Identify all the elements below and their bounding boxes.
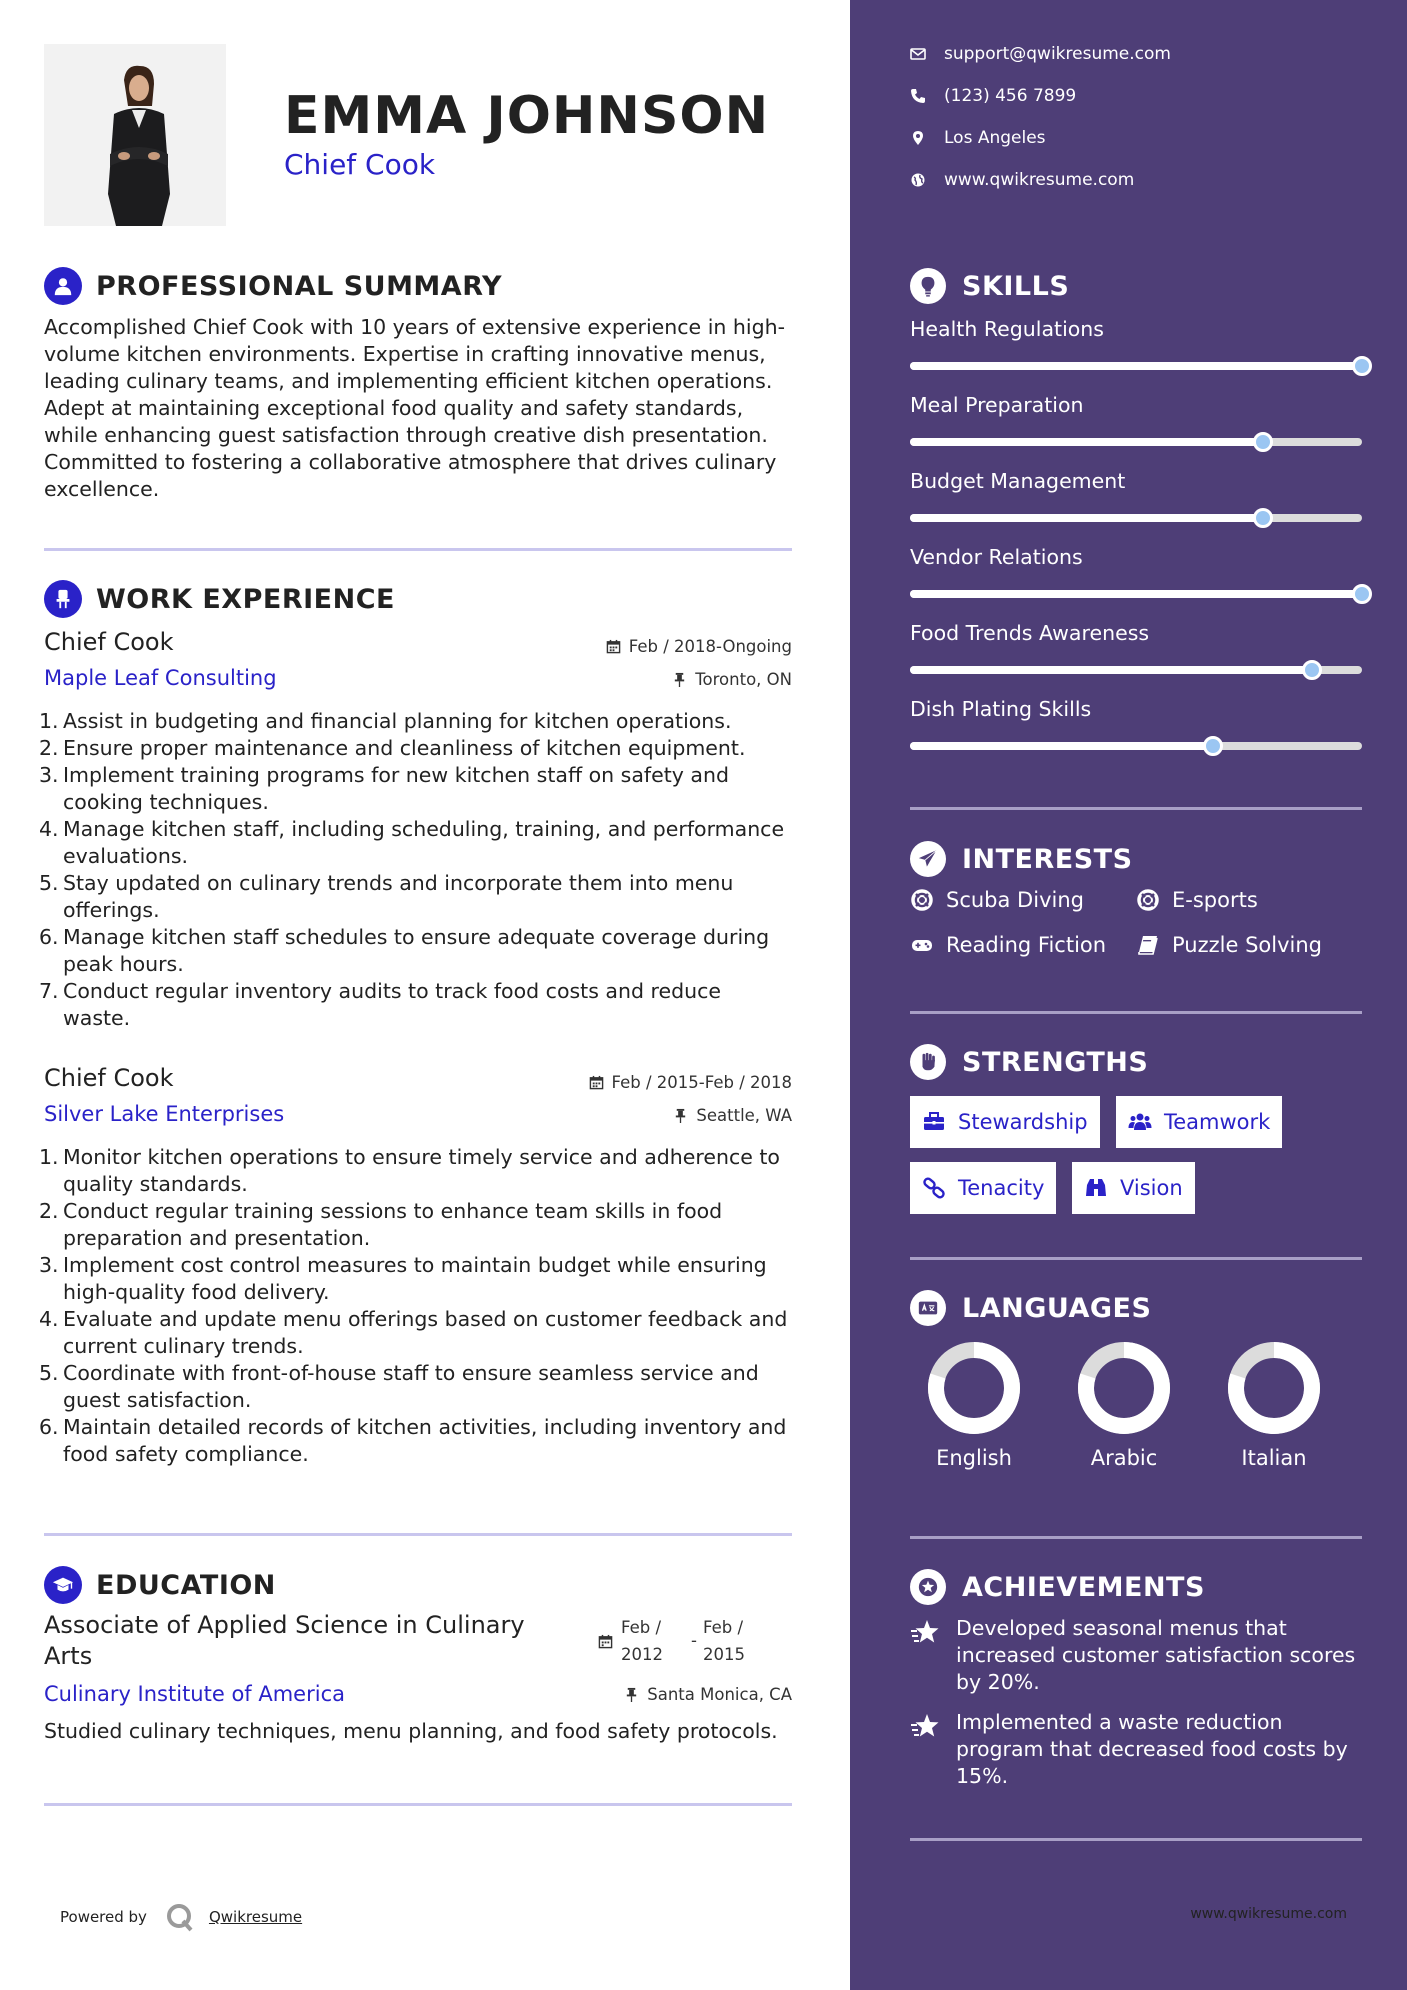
skill-bar-knob xyxy=(1352,356,1372,376)
language-item xyxy=(904,1340,1044,1470)
qwikresume-logo-icon xyxy=(165,1902,195,1932)
candidate-name: EMMA JOHNSON xyxy=(284,86,770,146)
strengths-heading: STRENGTHS xyxy=(910,1044,1148,1080)
interest-item: Scuba Diving xyxy=(910,888,1084,912)
list-item: Assist in budgeting and financial planning for kitchen operations. xyxy=(63,709,732,733)
section-divider xyxy=(910,1257,1362,1260)
lifebuoy-icon xyxy=(1136,888,1160,912)
calendar-icon xyxy=(589,1075,604,1090)
start-month: Feb / xyxy=(621,1618,662,1637)
powered-by: Powered by Qwikresume xyxy=(60,1902,302,1932)
skill-bar-knob xyxy=(1253,508,1273,528)
job-location: Seattle, WA xyxy=(673,1106,792,1125)
interest-item: E-sports xyxy=(1136,888,1258,912)
skill-bar xyxy=(910,362,1362,370)
language-name: Arabic xyxy=(1090,1446,1158,1470)
contact-website: www.qwikresume.com xyxy=(910,170,1134,190)
book-icon xyxy=(1136,933,1160,957)
lightbulb-icon xyxy=(910,268,946,304)
list-item: Implement cost control measures to maintain budget while ensuring high-quality food delivery. xyxy=(63,1253,767,1304)
job-title: Chief Cook xyxy=(44,628,174,656)
pin-icon xyxy=(672,672,687,687)
calendar-icon xyxy=(598,1634,613,1649)
candidate-title: Chief Cook xyxy=(284,148,436,181)
map-marker-icon xyxy=(910,130,926,146)
interests-heading: INTERESTS xyxy=(910,841,1133,877)
skill-bar-fill xyxy=(910,590,1362,598)
star-icon xyxy=(910,1711,940,1741)
skill-bar xyxy=(910,438,1362,446)
star-icon xyxy=(910,1617,940,1647)
list-item: Stay updated on culinary trends and incorporate them into menu offerings. xyxy=(63,871,734,922)
skill-label: Health Regulations xyxy=(910,317,1104,341)
language-donut xyxy=(1076,1340,1172,1436)
end-month: Feb / xyxy=(703,1618,744,1637)
skill-label: Meal Preparation xyxy=(910,393,1084,417)
list-item: Manage kitchen staff, including scheduling, training, and performance evaluations. xyxy=(63,817,785,868)
fist-icon xyxy=(910,1044,946,1080)
job-duties xyxy=(44,708,794,1032)
chair-icon xyxy=(44,580,82,618)
education-heading: EDUCATION xyxy=(44,1566,276,1604)
achievement-item: Implemented a waste reduction program that decreased food costs by 15%. xyxy=(910,1709,1370,1790)
skill-label: Dish Plating Skills xyxy=(910,697,1092,721)
job-location: Toronto, ON xyxy=(672,670,792,689)
job-duties xyxy=(44,1144,794,1468)
skills-heading: SKILLS xyxy=(910,268,1069,304)
envelope-icon xyxy=(910,46,926,62)
summary-heading: PROFESSIONAL SUMMARY xyxy=(44,267,502,305)
list-item: Conduct regular inventory audits to track food costs and reduce waste. xyxy=(63,979,721,1030)
binoculars-icon xyxy=(1084,1176,1108,1200)
list-item: Manage kitchen staff schedules to ensure adequate coverage during peak hours. xyxy=(63,925,770,976)
summary-text: Accomplished Chief Cook with 10 years of extensive experience in high-volume kitchen environments. Expertise in crafting innovative menus, leading culinary teams, and implementing efficient kitchen operations. Adept at maintaining exceptional food quality and safety standards, while enhancing guest satisfaction through creative dish presentation. Committed to fostering a collaborative atmosphere that drives culinary excellence. xyxy=(44,315,785,501)
degree-title: Associate of Applied Science in Culinary Arts xyxy=(44,1611,525,1670)
language-item xyxy=(1054,1340,1194,1470)
contact-phone: (123) 456 7899 xyxy=(910,86,1076,106)
section-divider xyxy=(44,1533,792,1536)
contact-location: Los Angeles xyxy=(910,128,1046,148)
start-year: 2012 xyxy=(621,1645,663,1664)
footer-website[interactable]: www.qwikresume.com xyxy=(1190,1906,1347,1922)
experience-heading: WORK EXPERIENCE xyxy=(44,580,395,618)
list-item: Conduct regular training sessions to enhance team skills in food preparation and presentation. xyxy=(63,1199,723,1250)
calendar-icon xyxy=(606,639,621,654)
paper-plane-icon xyxy=(910,841,946,877)
section-divider xyxy=(910,1011,1362,1014)
achievement-item: Developed seasonal menus that increased customer satisfaction scores by 20%. xyxy=(910,1615,1370,1696)
pin-icon xyxy=(624,1687,639,1702)
user-icon xyxy=(44,267,82,305)
strength-badge: Vision xyxy=(1072,1162,1195,1214)
skill-bar xyxy=(910,590,1362,598)
pin-icon xyxy=(673,1108,688,1123)
sidebar xyxy=(850,0,1407,1990)
interest-item: Puzzle Solving xyxy=(1136,933,1322,957)
skill-bar-fill xyxy=(910,514,1263,522)
phone-icon xyxy=(910,88,926,104)
languages-heading: LANGUAGES xyxy=(910,1290,1151,1326)
strength-badge: Stewardship xyxy=(910,1096,1100,1148)
language-donut xyxy=(1226,1340,1322,1436)
language-item xyxy=(1204,1340,1344,1470)
list-item: Coordinate with front-of-house staff to ensure seamless service and guest satisfaction. xyxy=(63,1361,759,1412)
contact-email: support@qwikresume.com xyxy=(910,44,1171,64)
skill-bar-knob xyxy=(1203,736,1223,756)
skill-label: Vendor Relations xyxy=(910,545,1083,569)
section-divider xyxy=(910,1838,1362,1841)
strength-badge: Teamwork xyxy=(1116,1096,1282,1148)
school-name: Culinary Institute of America xyxy=(44,1682,345,1706)
education-description: Studied culinary techniques, menu planning, and food safety protocols. xyxy=(44,1719,778,1743)
skill-bar-knob xyxy=(1253,432,1273,452)
translate-icon xyxy=(910,1290,946,1326)
lifebuoy-icon xyxy=(910,888,934,912)
company-name: Maple Leaf Consulting xyxy=(44,666,277,690)
gamepad-icon xyxy=(910,933,934,957)
language-name: Italian xyxy=(1241,1446,1307,1470)
skill-bar-fill xyxy=(910,362,1362,370)
briefcase-icon xyxy=(922,1110,946,1134)
skill-bar xyxy=(910,742,1362,750)
skill-bar-fill xyxy=(910,666,1312,674)
achievements-heading: ACHIEVEMENTS xyxy=(910,1569,1205,1605)
section-divider xyxy=(44,548,792,551)
skill-bar xyxy=(910,666,1362,674)
profile-photo xyxy=(44,44,226,226)
list-item: Evaluate and update menu offerings based on customer feedback and current culinary trends. xyxy=(63,1307,788,1358)
end-year: 2015 xyxy=(703,1645,745,1664)
section-divider xyxy=(44,1803,792,1806)
list-item: Monitor kitchen operations to ensure timely service and adherence to quality standards. xyxy=(63,1145,780,1196)
skill-bar-knob xyxy=(1302,660,1322,680)
strength-badge: Tenacity xyxy=(910,1162,1056,1214)
globe-icon xyxy=(910,172,926,188)
language-donut xyxy=(926,1340,1022,1436)
interest-item: Reading Fiction xyxy=(910,933,1106,957)
skill-bar-fill xyxy=(910,742,1213,750)
brand-link[interactable]: Qwikresume xyxy=(208,1908,303,1926)
job-dates: Feb / 2018-Ongoing xyxy=(606,637,792,656)
users-icon xyxy=(1128,1110,1152,1134)
section-divider xyxy=(910,807,1362,810)
link-icon xyxy=(922,1176,946,1200)
job-dates: Feb / 2015-Feb / 2018 xyxy=(589,1073,792,1092)
skill-label: Food Trends Awareness xyxy=(910,621,1150,645)
skill-bar-knob xyxy=(1352,584,1372,604)
list-item: Implement training programs for new kitchen staff on safety and cooking techniques. xyxy=(63,763,729,814)
star-badge-icon xyxy=(910,1569,946,1605)
skill-bar xyxy=(910,514,1362,522)
list-item: Ensure proper maintenance and cleanliness of kitchen equipment. xyxy=(63,736,746,760)
language-name: English xyxy=(936,1446,1012,1470)
list-item: Maintain detailed records of kitchen activities, including inventory and food safety compliance. xyxy=(63,1415,787,1466)
job-title: Chief Cook xyxy=(44,1064,174,1092)
company-name: Silver Lake Enterprises xyxy=(44,1102,285,1126)
graduation-cap-icon xyxy=(44,1566,82,1604)
education-dates: Feb / 2012 - Feb / 2015 xyxy=(598,1614,745,1668)
skill-bar-fill xyxy=(910,438,1263,446)
section-divider xyxy=(910,1536,1362,1539)
education-location: Santa Monica, CA xyxy=(624,1685,792,1704)
skill-label: Budget Management xyxy=(910,469,1126,493)
